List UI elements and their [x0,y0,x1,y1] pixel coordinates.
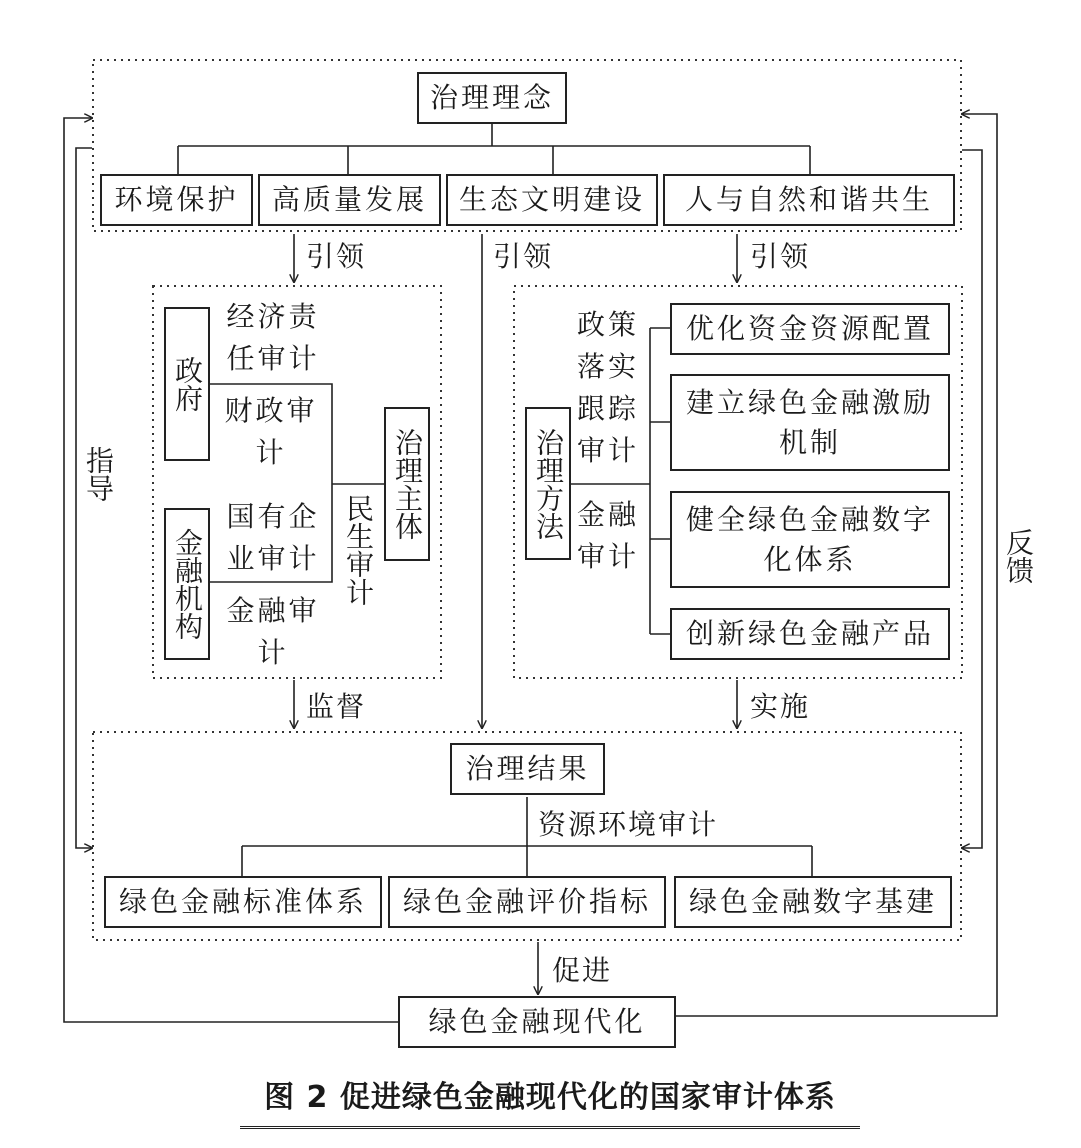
method-item-digital [670,491,950,588]
subject-title-box [384,407,430,561]
policy-audit-text: 政策落实跟踪审计 [576,308,639,467]
concept-item-ecology [446,174,658,226]
resource-audit-label: 资源环境审计 [538,808,719,841]
method-title-box [525,407,571,560]
method-item-label: 建立绿色金融激励机制 [685,385,934,459]
method-item-optimize [670,303,950,355]
result-item-label: 绿色金融评价指标 [402,885,651,918]
result-item-standard [104,876,382,928]
government-label: 政府 [171,356,204,412]
feedback-label: 反馈 [1002,528,1035,584]
concept-item-label: 人与自然和谐共生 [684,183,933,216]
fiscal-audit-text: 财政审计 [224,394,318,469]
finance-org-label: 金融机构 [171,528,204,640]
method-item-label: 创新绿色金融产品 [685,617,934,650]
goal-box [398,996,676,1048]
method-item-label: 优化资金资源配置 [685,312,934,345]
concept-title: 治理理念 [429,81,554,114]
finance-audit-text: 金融审计 [226,594,320,669]
lead-right-label: 引领 [750,240,811,273]
goal-label: 绿色金融现代化 [428,1005,646,1038]
figure-caption: 图 2 促进绿色金融现代化的国家审计体系 [240,1078,860,1129]
result-item-infrastructure [674,876,952,928]
livelihood-audit-text: 民生审计 [342,494,375,606]
method-item-product [670,608,950,660]
result-item-label: 绿色金融数字基建 [688,885,937,918]
method-item-label: 健全绿色金融数字化体系 [685,502,934,576]
government-box [164,307,210,461]
economic-audit-text: 经济责任审计 [226,300,320,375]
concept-item-quality [258,174,441,226]
concept-title-box [417,72,567,124]
implement-label: 实施 [750,690,811,723]
finance-org-box [164,508,210,660]
promote-label: 促进 [552,954,613,987]
result-title-box [450,743,605,795]
method-title: 治理方法 [532,427,565,540]
guide-label: 指导 [82,446,115,502]
concept-item-label: 高质量发展 [271,183,427,216]
result-tree-lines [242,797,812,876]
lead-center-label: 引领 [493,240,554,273]
supervise-label: 监督 [306,690,367,723]
result-item-label: 绿色金融标准体系 [118,885,367,918]
method-item-incentive [670,374,950,471]
concept-item-label: 环境保护 [114,183,239,216]
concept-item-harmony [663,174,955,226]
feedback-branch [962,150,982,848]
result-title: 治理结果 [465,752,590,785]
concept-item-label: 生态文明建设 [458,183,645,216]
lead-left-label: 引领 [306,240,367,273]
concept-item-environment [100,174,253,226]
concept-tree-lines [178,124,810,174]
result-item-evaluation [388,876,666,928]
subject-title: 治理主体 [391,428,424,540]
soe-audit-text: 国有企业审计 [226,500,320,575]
method-finance-audit-text: 金融审计 [576,498,639,573]
